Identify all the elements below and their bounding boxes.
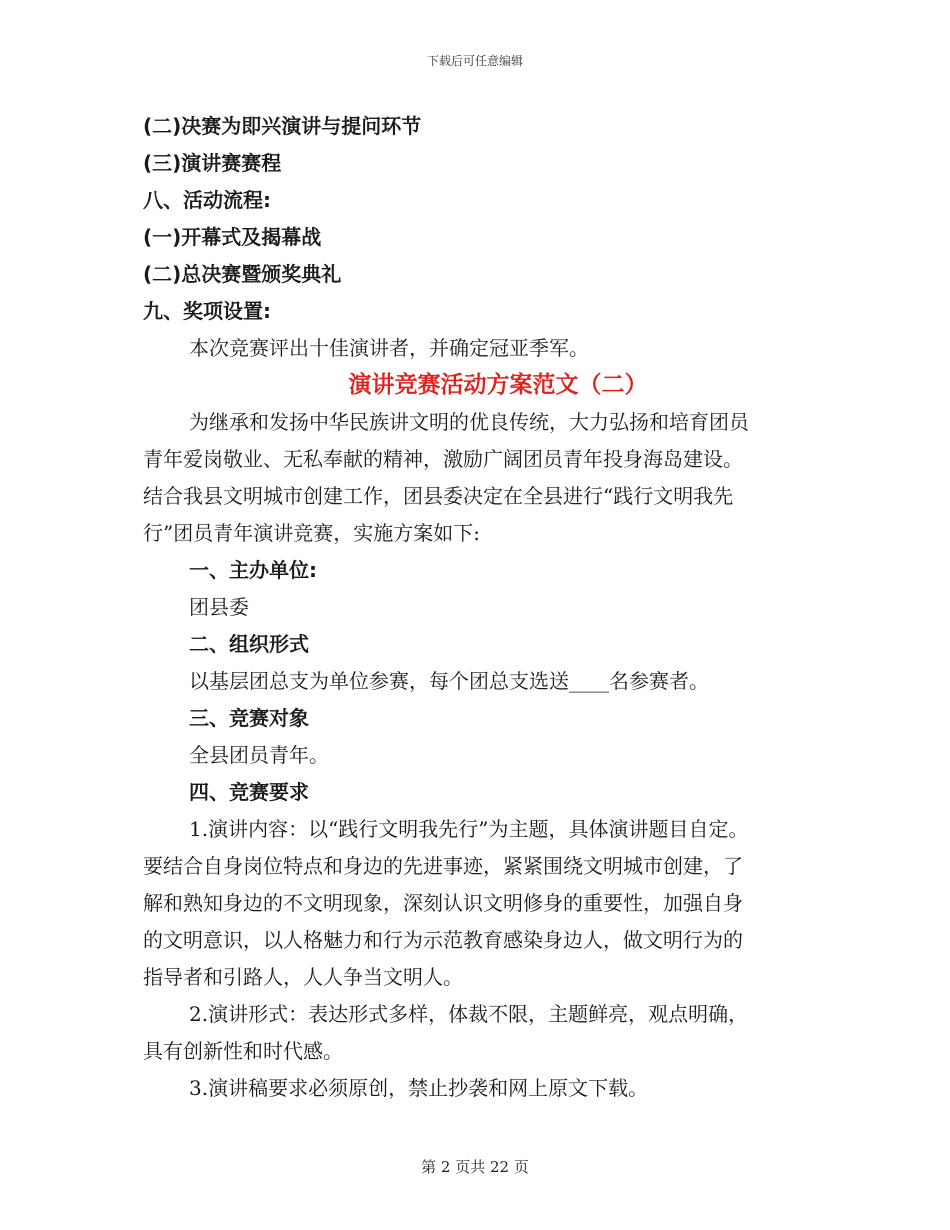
award-text: 本次竞赛评出十佳演讲者，并确定冠亚季军。: [189, 336, 589, 360]
req1-line: 的文明意识，以人格魅力和行为示范教育感染身边人，做文明行为的: [143, 928, 743, 952]
intro-line: 青年爱岗敬业、无私奉献的精神，激励广阔团员青年投身海岛建设。: [143, 447, 743, 471]
heading-final-round: (二)决赛为即兴演讲与提问环节: [143, 114, 422, 138]
req1-line: 指导者和引路人，人人争当文明人。: [143, 965, 463, 989]
page-footer-number: 第 2 页共 22 页: [421, 1158, 529, 1176]
heading-organization-form: 二、组织形式: [189, 632, 309, 656]
heading-requirements: 四、竞赛要求: [189, 780, 309, 804]
heading-activity-flow: 八、活动流程:: [143, 188, 271, 212]
intro-paragraph: [143, 404, 813, 552]
requirement-2: [143, 996, 813, 1070]
participants-text: 全县团员青年。: [189, 743, 329, 767]
intro-line: 为继承和发扬中华民族讲文明的优良传统，大力弘扬和培育团员: [189, 410, 749, 434]
intro-line: 行”团员青年演讲竞赛，实施方案如下:: [143, 521, 480, 545]
req2-line: 2.演讲形式：表达形式多样，体裁不限，主题鲜亮，观点明确，: [189, 1002, 749, 1026]
req1-line: 要结合自身岗位特点和身边的先进事迹，紧紧围绕文明城市创建，了: [143, 854, 743, 878]
req2-line: 具有创新性和时代感。: [143, 1039, 343, 1063]
heading-award-ceremony: (二)总决赛暨颁奖典礼: [143, 262, 342, 286]
heading-awards-setup: 九、奖项设置:: [143, 299, 271, 323]
section-title: 演讲竞赛活动方案范文（二）: [348, 372, 648, 398]
organizer-text: 团县委: [189, 595, 249, 619]
requirement-1: [143, 811, 813, 996]
req1-line: 解和熟知身边的不文明现象，深刻认识文明修身的重要性，加强自身: [143, 891, 743, 915]
heading-participants: 三、竞赛对象: [189, 706, 309, 730]
document-body: [143, 108, 813, 1107]
page-header-note: 下载后可任意编辑: [426, 54, 523, 68]
heading-opening: (一)开幕式及揭幕战: [143, 225, 322, 249]
intro-line: 结合我县文明城市创建工作，团县委决定在全县进行“践行文明我先: [143, 484, 734, 508]
heading-organizer: 一、主办单位:: [189, 558, 317, 582]
req1-line: 1.演讲内容：以“践行文明我先行”为主题，具体演讲题目自定。: [189, 817, 749, 841]
heading-schedule: (三)演讲赛赛程: [143, 151, 282, 175]
organization-form-text: 以基层团总支为单位参赛，每个团总支选送____名参赛者。: [189, 669, 709, 693]
requirement-3: 3.演讲稿要求必须原创，禁止抄袭和网上原文下载。: [189, 1076, 649, 1100]
